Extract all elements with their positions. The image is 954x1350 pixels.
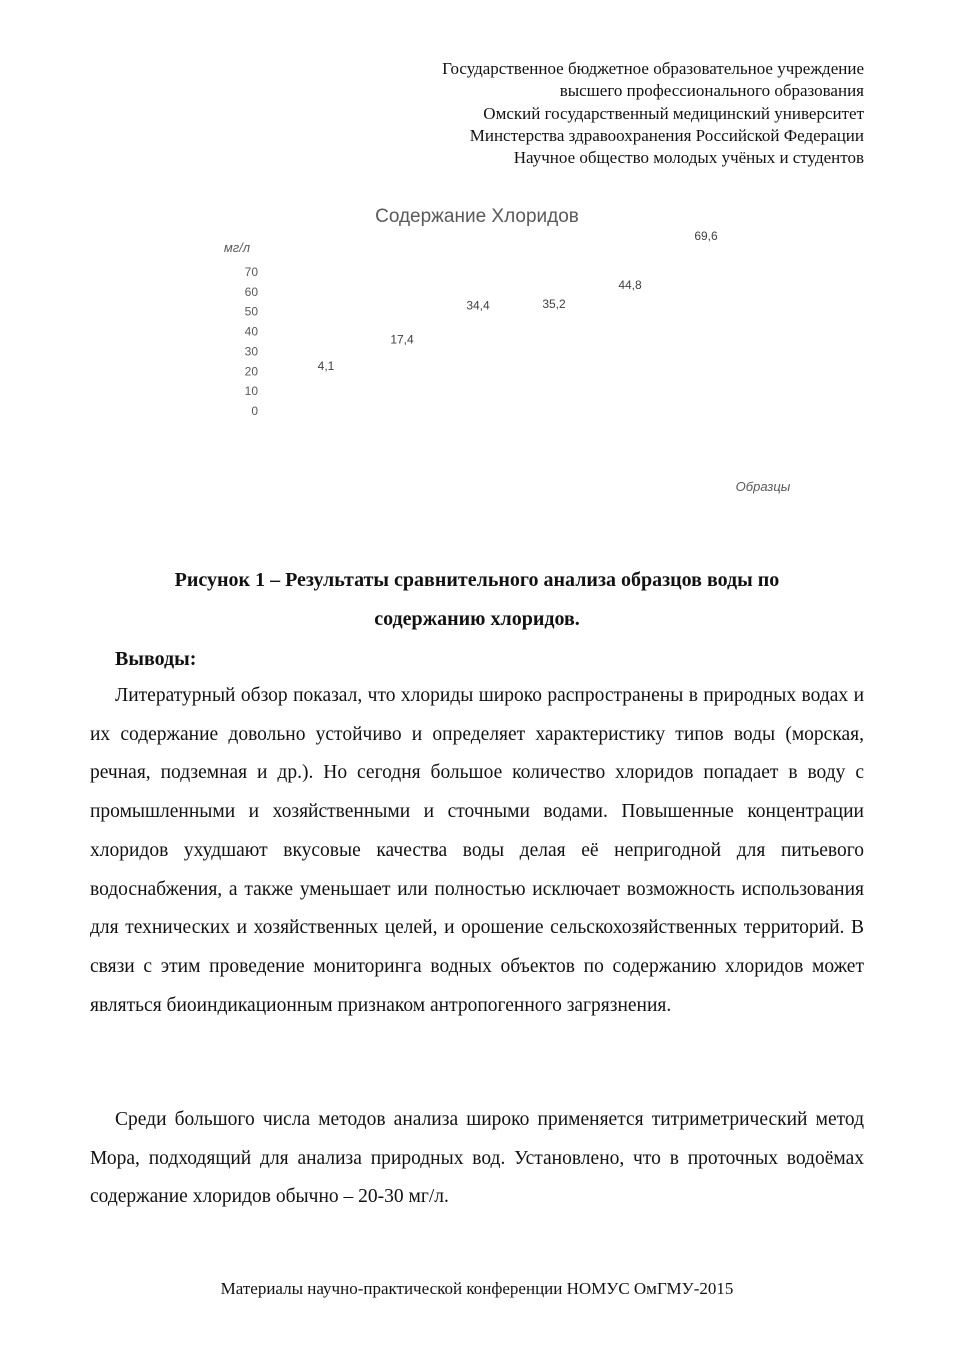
header-line: Научное общество молодых учёных и студентов [513,148,864,168]
y-tick-label: 20 [244,364,258,379]
data-label: 34,4 [466,298,490,313]
page-footer: Материалы научно-практической конференции НОМУС ОмГМУ-2015 [220,1279,734,1298]
y-axis-label: мг/л [223,240,251,255]
data-label: 35,2 [542,297,566,312]
header-line: высшего профессионального образования [559,81,864,101]
conclusions-paragraph-2: Среди большого числа методов анализа широко применяется титриметрический метод Мора, подходящий для анализа природных вод. Установлено, что в проточных водоёмах содержание хлоридов обычно – 20-30 мг/л. [90,1109,864,1208]
y-tick-label: 10 [244,384,258,399]
conclusions-heading: Выводы: [115,648,197,670]
data-label: 4,1 [317,358,335,373]
x-axis-label: Образцы [735,479,791,494]
caption-line-2: содержанию хлоридов. [374,608,580,630]
y-ticks [245,265,259,418]
data-labels [318,229,718,373]
y-tick-label: 70 [244,265,258,279]
chloride-chart [0,195,954,515]
y-tick-label: 0 [251,404,258,418]
chart-svg [0,195,954,515]
header-line: Омский государственный медицинский университет [483,103,864,123]
y-tick-label: 40 [244,324,258,339]
header-line: Минстерства здравоохранения Российской Федерации [469,125,864,145]
institution-header [264,58,864,169]
y-tick-label: 50 [244,304,258,319]
data-label: 44,8 [618,278,642,293]
header-line: Государственное бюджетное образовательное учреждение [442,59,864,78]
conclusions-paragraph-1: Литературный обзор показал, что хлориды широко распространены в природных водах и их содержание довольно устойчиво и определяет характеристику типов воды (морская, речная, подземная и др.). Но сегодня большое количество хлоридов попадает в воду с промышленными и хозяйственными и сточными водами. Повышенные концентрации хлоридов ухудшают вкусовые качества воды делая её непригодной для питьевого водоснабжения, а также уменьшает или полностью исключает возможность использования для технических и хозяйственных целей, и орошение сельскохозяйственных территорий. В связи с этим проведение мониторинга водных объектов по содержанию хлоридов может являться биоиндикационным признаком антропогенного загрязнения. [90,685,864,1016]
y-tick-label: 60 [244,284,258,299]
caption-line-1: Рисунок 1 – Результаты сравнительного анализа образцов воды по [174,569,780,591]
y-tick-label: 30 [244,344,258,359]
figure-caption [90,561,864,639]
chart-title: Содержание Хлоридов [375,206,579,227]
data-label: 69,6 [694,228,718,243]
data-label: 17,4 [390,332,414,347]
